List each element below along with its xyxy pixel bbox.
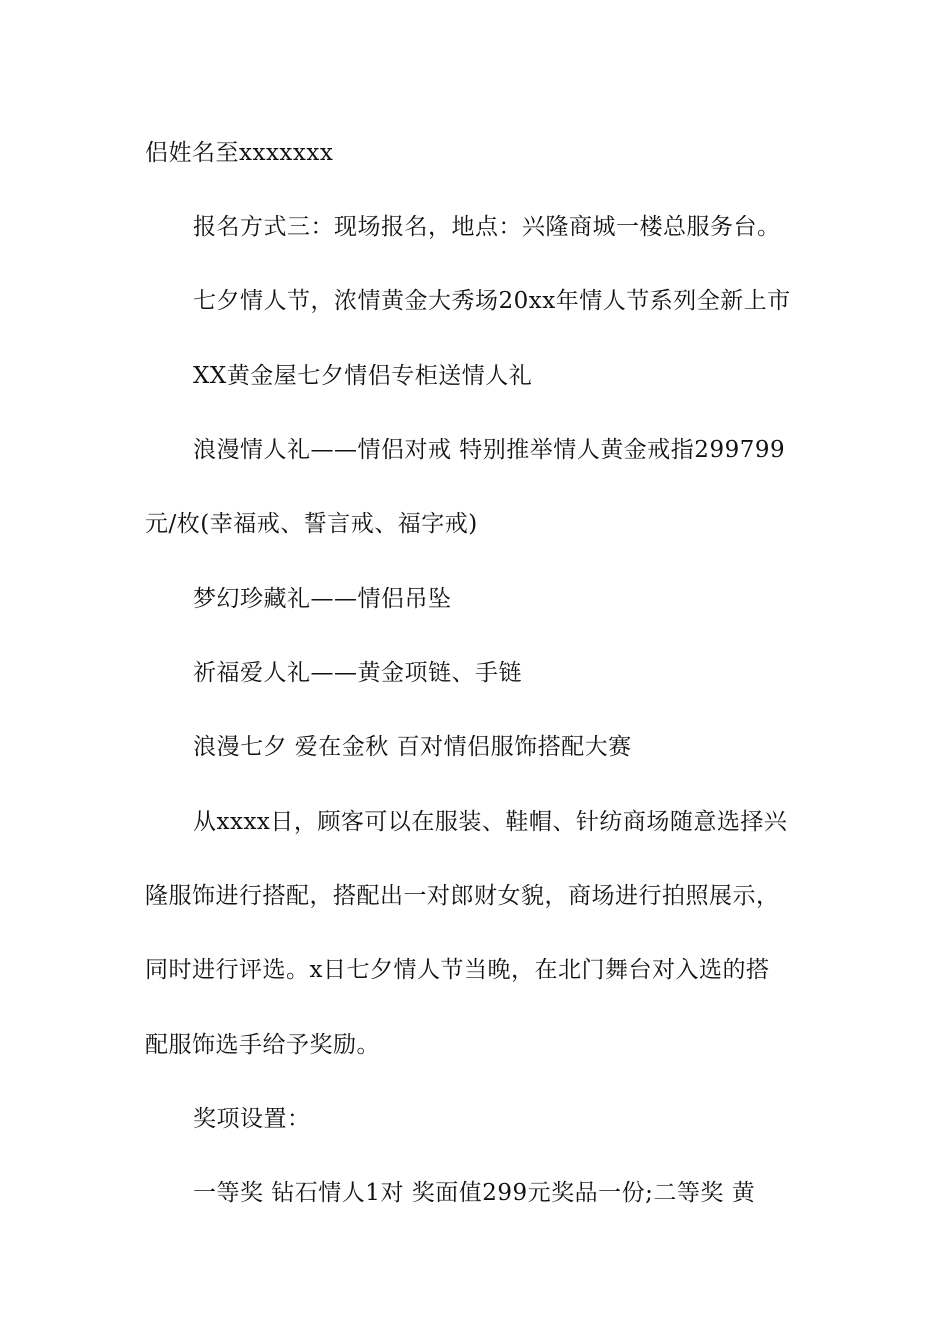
text-line: 配服饰选手给予奖励。	[145, 1032, 380, 1058]
text-line: 元/枚(幸福戒、誓言戒、福字戒)	[145, 511, 478, 537]
text-line: 梦幻珍藏礼——情侣吊坠	[193, 586, 452, 612]
text-line: 一等奖 钻石情人1对 奖面值299元奖品一份;二等奖 黄	[193, 1180, 756, 1206]
text-line: 浪漫情人礼——情侣对戒 特别推举情人黄金戒指299799	[193, 437, 786, 463]
text-line: 报名方式三：现场报名，地点：兴隆商城一楼总服务台。	[193, 214, 781, 240]
text-line: 七夕情人节，浓情黄金大秀场20xx年情人节系列全新上市	[193, 288, 791, 314]
text-line: 从xxxx日，顾客可以在服装、鞋帽、针纺商场随意选择兴	[193, 809, 788, 835]
text-line: 奖项设置：	[193, 1106, 311, 1132]
text-line: 浪漫七夕 爱在金秋 百对情侣服饰搭配大赛	[193, 734, 632, 760]
text-line: 祈福爱人礼——黄金项链、手链	[193, 660, 522, 686]
text-line: 同时进行评选。x日七夕情人节当晚，在北门舞台对入选的搭	[145, 957, 770, 983]
text-line: XX黄金屋七夕情侣专柜送情人礼	[193, 363, 533, 389]
text-line: 隆服饰进行搭配，搭配出一对郎财女貌，商场进行拍照展示，	[145, 883, 780, 909]
text-line: 侣姓名至xxxxxxx	[145, 140, 334, 166]
